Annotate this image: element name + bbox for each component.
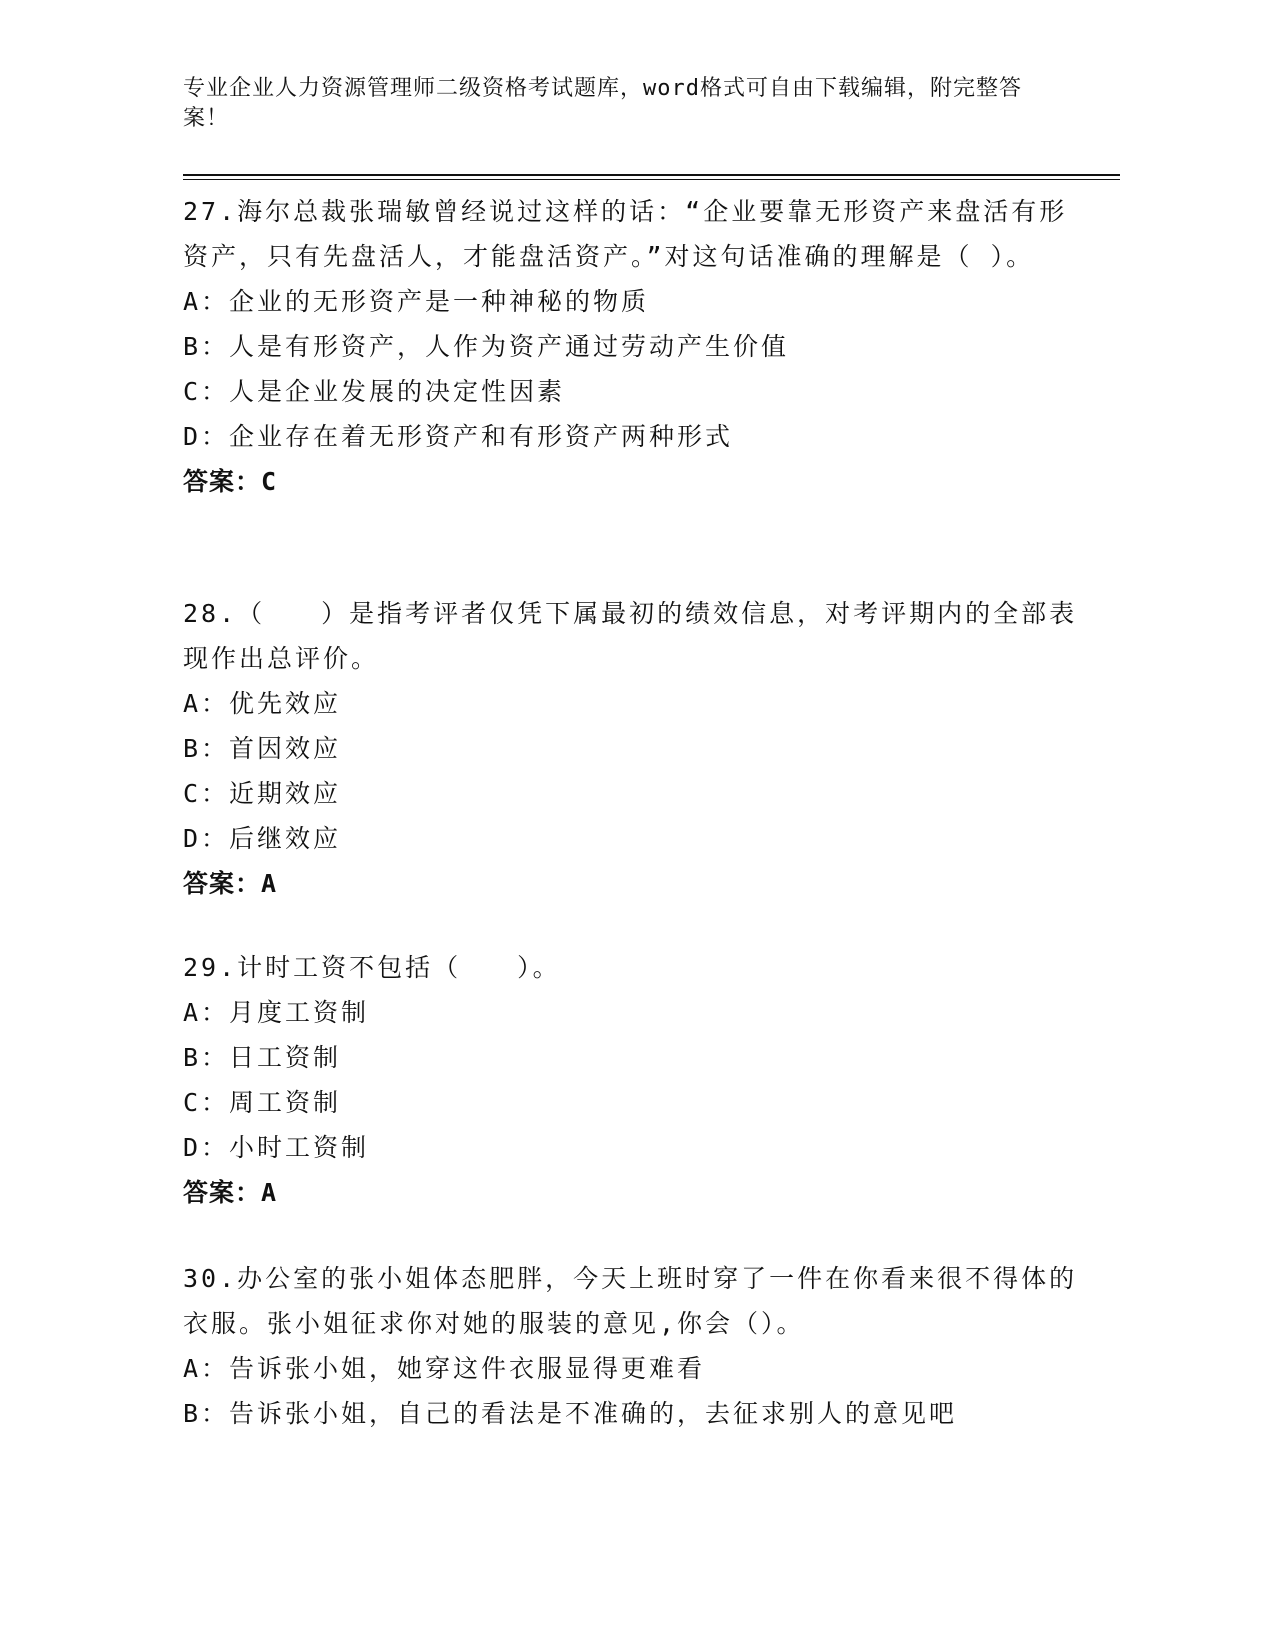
question-stem: 27.海尔总裁张瑞敏曾经说过这样的话：“企业要靠无形资产来盘活有形资产，只有先盘活人，才能盘活资产。”对这句话准确的理解是（ ）。 [183,197,1068,271]
question-28 [183,591,1083,906]
option-d: D：小时工资制 [183,1133,370,1162]
answer-line: 答案：A [183,869,278,898]
option-a: A：告诉张小姐，她穿这件衣服显得更难看 [183,1354,706,1383]
option-b: B：人是有形资产，人作为资产通过劳动产生价值 [183,332,790,361]
question-29 [183,945,1083,1215]
answer-line: 答案：C [183,467,278,496]
option-b: B：告诉张小姐，自己的看法是不准确的，去征求别人的意见吧 [183,1399,958,1428]
header-divider [183,174,1120,180]
answer-line: 答案：A [183,1178,278,1207]
question-30 [183,1256,1083,1436]
option-d: D：后继效应 [183,824,342,853]
question-stem: 28.（ ）是指考评者仅凭下属最初的绩效信息，对考评期内的全部表现作出总评价。 [183,599,1078,673]
option-a: A：企业的无形资产是一种神秘的物质 [183,287,650,316]
option-a: A：优先效应 [183,689,342,718]
question-stem: 29.计时工资不包括（ ）。 [183,953,561,982]
option-a: A：月度工资制 [183,998,370,1027]
option-c: C：周工资制 [183,1088,342,1117]
option-b: B：首因效应 [183,734,342,763]
option-c: C：人是企业发展的决定性因素 [183,377,566,406]
question-27 [183,189,1083,504]
option-d: D：企业存在着无形资产和有形资产两种形式 [183,422,734,451]
question-stem: 30.办公室的张小姐体态肥胖，今天上班时穿了一件在你看来很不得体的衣服。张小姐征求你对她的服装的意见,你会（）。 [183,1264,1078,1338]
option-b: B：日工资制 [183,1043,342,1072]
option-c: C：近期效应 [183,779,342,808]
page-header: 专业企业人力资源管理师二级资格考试题库，word格式可自由下载编辑，附完整答案！ [183,76,1022,131]
